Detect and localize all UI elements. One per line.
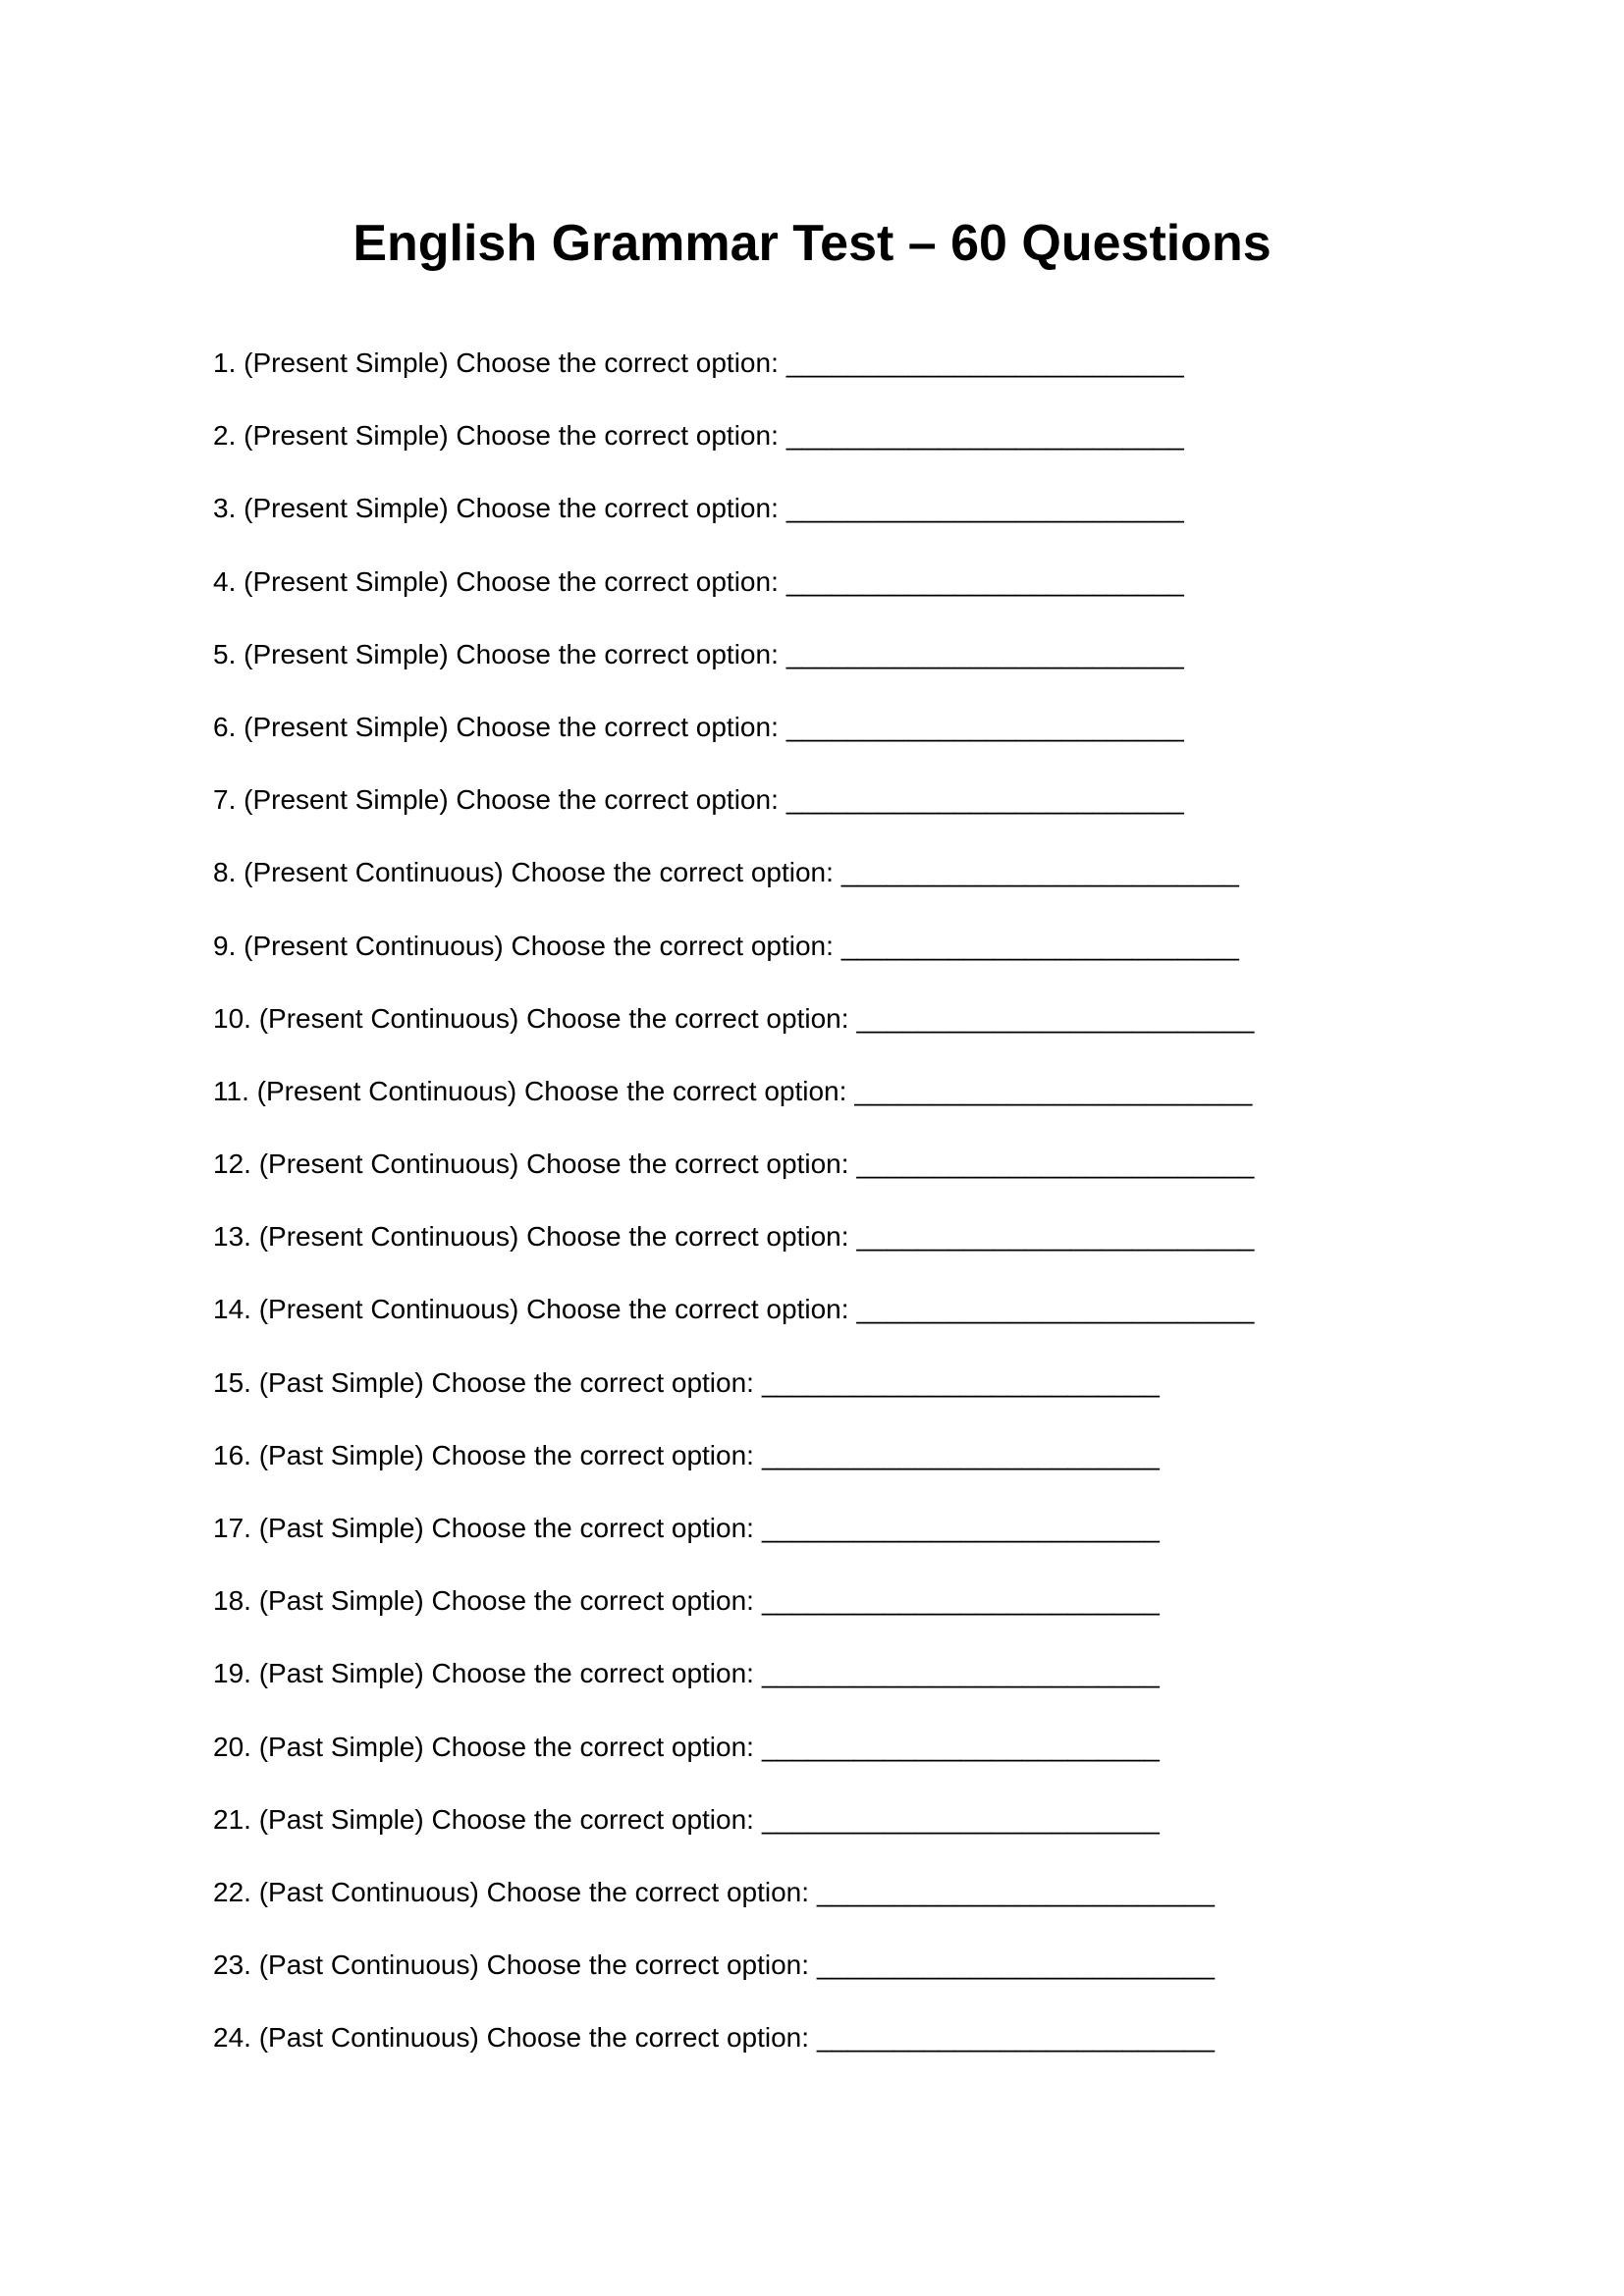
question-number: 15. (213, 1366, 251, 1398)
question-text: (Present Simple) Choose the correct option: (244, 565, 779, 597)
question-item (213, 1944, 1489, 2016)
answer-blank[interactable]: __________________________ (761, 1658, 1160, 1689)
question-item (213, 1434, 1489, 1507)
question-item (213, 1070, 1489, 1143)
question-text: (Present Continuous) Choose the correct option: (258, 1294, 849, 1325)
question-item (213, 1507, 1489, 1579)
question-item (213, 778, 1489, 851)
answer-blank[interactable]: __________________________ (785, 711, 1184, 742)
answer-blank[interactable]: __________________________ (817, 1876, 1215, 1907)
question-item (213, 2016, 1489, 2089)
answer-blank[interactable]: __________________________ (856, 1294, 1255, 1325)
question-text: (Present Simple) Choose the correct option: (244, 784, 779, 816)
question-item (213, 851, 1489, 924)
question-item (213, 997, 1489, 1070)
question-number: 17. (213, 1513, 251, 1543)
answer-blank[interactable]: __________________________ (761, 1803, 1160, 1835)
answer-blank[interactable]: __________________________ (785, 347, 1184, 378)
question-text: (Past Simple) Choose the correct option: (258, 1366, 754, 1398)
question-number: 22. (213, 1876, 251, 1907)
question-text: (Present Continuous) Choose the correct option: (258, 1148, 849, 1180)
question-text: (Present Continuous) Choose the correct option: (256, 1075, 847, 1106)
question-item (213, 706, 1489, 778)
question-number: 12. (213, 1148, 251, 1180)
question-number: 2. (213, 420, 237, 452)
answer-blank[interactable]: __________________________ (761, 1731, 1160, 1762)
question-item (213, 414, 1489, 487)
question-item (213, 1143, 1489, 1215)
question-number: 8. (213, 857, 237, 888)
question-item (213, 1871, 1489, 1944)
question-number: 10. (213, 1002, 251, 1034)
question-item (213, 1652, 1489, 1725)
question-text: (Present Simple) Choose the correct option: (244, 711, 779, 742)
question-text: (Present Simple) Choose the correct option: (244, 638, 779, 669)
question-number: 9. (213, 930, 237, 961)
question-number: 23. (213, 1949, 251, 1981)
question-item (213, 487, 1489, 560)
answer-blank[interactable]: __________________________ (761, 1366, 1160, 1398)
question-number: 16. (213, 1439, 251, 1470)
answer-blank[interactable]: __________________________ (854, 1075, 1253, 1106)
question-text: (Past Simple) Choose the correct option: (258, 1731, 754, 1762)
question-item (213, 1579, 1489, 1652)
question-item (213, 1362, 1489, 1434)
document-title: English Grammar Test – 60 Questions (352, 215, 1272, 272)
question-number: 4. (213, 565, 237, 597)
question-text: (Present Continuous) Choose the correct option: (258, 1221, 849, 1253)
question-text: (Past Simple) Choose the correct option: (258, 1513, 754, 1543)
question-number: 11. (213, 1075, 249, 1106)
question-item (213, 1288, 1489, 1361)
answer-blank[interactable]: __________________________ (785, 565, 1184, 597)
question-item (213, 633, 1489, 706)
question-item (213, 1798, 1489, 1871)
question-number: 5. (213, 638, 237, 669)
question-number: 19. (213, 1658, 251, 1689)
question-text: (Past Simple) Choose the correct option: (258, 1439, 754, 1470)
question-text: (Present Continuous) Choose the correct option: (244, 857, 834, 888)
question-text: (Present Continuous) Choose the correct option: (258, 1002, 849, 1034)
answer-blank[interactable]: __________________________ (761, 1585, 1160, 1617)
question-item (213, 561, 1489, 633)
question-list (213, 342, 1489, 2090)
answer-blank[interactable]: __________________________ (856, 1002, 1255, 1034)
answer-blank[interactable]: __________________________ (761, 1439, 1160, 1470)
question-text: (Present Simple) Choose the correct option: (244, 493, 779, 524)
question-number: 20. (213, 1731, 251, 1762)
question-text: (Present Simple) Choose the correct option: (244, 347, 779, 378)
question-number: 1. (213, 347, 237, 378)
answer-blank[interactable]: __________________________ (817, 2022, 1215, 2054)
question-item (213, 1215, 1489, 1288)
question-number: 18. (213, 1585, 251, 1617)
question-number: 14. (213, 1294, 251, 1325)
question-text: (Past Continuous) Choose the correct option: (258, 2022, 810, 2054)
question-number: 6. (213, 711, 237, 742)
question-text: (Past Simple) Choose the correct option: (258, 1658, 754, 1689)
question-text: (Past Simple) Choose the correct option: (258, 1803, 754, 1835)
question-text: (Present Continuous) Choose the correct option: (244, 930, 834, 961)
answer-blank[interactable]: __________________________ (817, 1949, 1215, 1981)
answer-blank[interactable]: __________________________ (785, 493, 1184, 524)
answer-blank[interactable]: __________________________ (761, 1513, 1160, 1543)
answer-blank[interactable]: __________________________ (785, 638, 1184, 669)
question-number: 7. (213, 784, 237, 816)
question-number: 13. (213, 1221, 251, 1253)
question-item (213, 342, 1489, 414)
question-number: 24. (213, 2022, 251, 2054)
question-text: (Present Simple) Choose the correct option: (244, 420, 779, 452)
answer-blank[interactable]: __________________________ (856, 1148, 1255, 1180)
question-item (213, 925, 1489, 997)
question-number: 21. (213, 1803, 251, 1835)
question-text: (Past Simple) Choose the correct option: (258, 1585, 754, 1617)
question-text: (Past Continuous) Choose the correct option: (258, 1876, 810, 1907)
answer-blank[interactable]: __________________________ (785, 420, 1184, 452)
question-number: 3. (213, 493, 237, 524)
answer-blank[interactable]: __________________________ (785, 784, 1184, 816)
question-text: (Past Continuous) Choose the correct option: (258, 1949, 810, 1981)
answer-blank[interactable]: __________________________ (840, 930, 1239, 961)
answer-blank[interactable]: __________________________ (856, 1221, 1255, 1253)
answer-blank[interactable]: __________________________ (840, 857, 1239, 888)
question-item (213, 1726, 1489, 1798)
